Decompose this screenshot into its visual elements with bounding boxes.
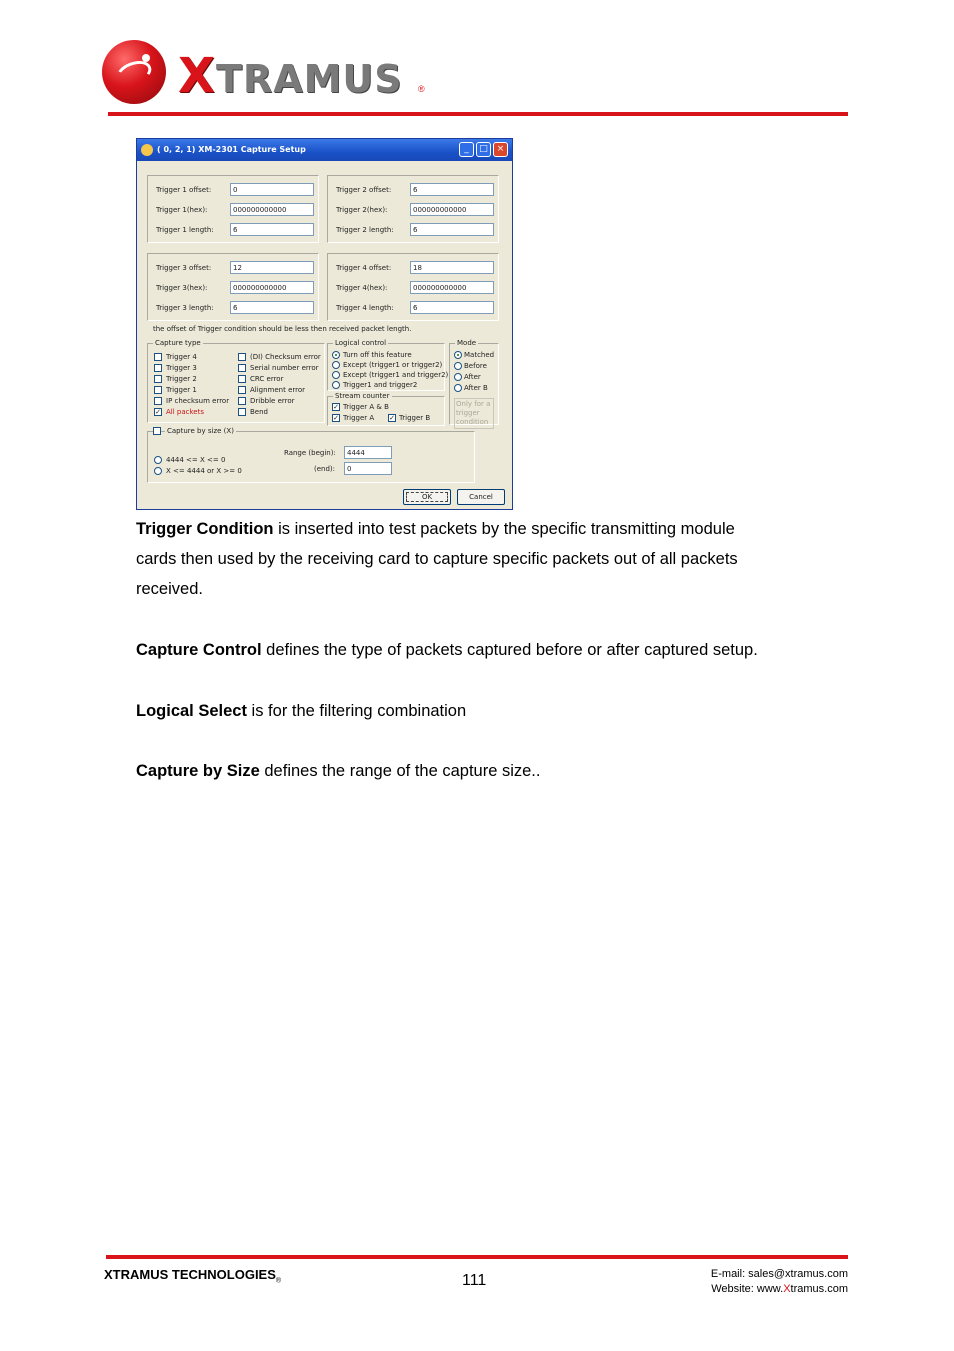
logical-except-or-radio[interactable] [332,361,340,369]
capture-by-size-checkbox[interactable] [153,427,161,435]
trigger-condition-text-1: is inserted into test packets by the specific transmitting module [273,520,735,538]
footer-divider [106,1255,848,1259]
xtramus-logo [102,38,432,108]
footer-contact [711,1267,848,1297]
mode-before-radio[interactable] [454,362,462,370]
stream-counter-title: Stream counter [335,392,390,400]
trigger-3-hex-input[interactable]: 000000000000 [230,281,314,294]
logical-select-text: is for the filtering combination [246,702,467,720]
dialog-titlebar [137,139,512,161]
ip-checksum-label: IP checksum error [166,397,230,405]
capture-trigger-4-label: Trigger 4 [166,353,197,361]
capture-control-paragraph [136,635,816,665]
trigger-2-hex-input[interactable]: 000000000000 [410,203,494,216]
trigger-2-offset-input[interactable]: 6 [410,183,494,196]
capture-by-size-group [147,427,475,483]
alignment-error-label: Alignment error [250,386,306,394]
logical-select-paragraph [136,696,816,726]
mode-after-label: After [464,373,481,381]
capture-by-size-label: Capture by size (X) [167,427,234,435]
trigger-4-offset-label: Trigger 4 offset: [336,264,392,272]
close-icon[interactable]: × [493,142,508,157]
capture-control-term: Capture Control [136,641,262,659]
logical-except-and-radio[interactable] [332,371,340,379]
trigger-condition-paragraph [136,514,816,604]
trigger-condition-text-3: received. [136,580,203,598]
serial-number-checkbox[interactable] [238,364,246,372]
logical-and-radio[interactable] [332,381,340,389]
capture-trigger-1-label: Trigger 1 [166,386,197,394]
logo-wordmark: XTRAMUS [178,48,403,104]
footer-email: E-mail: sales@xtramus.com [710,1268,848,1280]
trigger-3-offset-label: Trigger 3 offset: [156,264,212,272]
capture-trigger-3-checkbox[interactable] [154,364,162,372]
mode-after-radio[interactable] [454,373,462,381]
range-end-input[interactable]: 0 [344,462,392,475]
page-number: 111 [462,1272,487,1289]
trigger-2-length-label: Trigger 2 length: [336,226,394,234]
trigger-a-label: Trigger A [343,414,375,422]
all-packets-checkbox[interactable]: ✓ [155,408,161,416]
trigger-2-length-input[interactable]: 6 [410,223,494,236]
trigger-3-length-label: Trigger 3 length: [156,304,214,312]
ip-checksum-checkbox[interactable] [154,397,162,405]
trigger-4-offset-input[interactable]: 18 [410,261,494,274]
range-begin-label: Range (begin): [284,449,336,457]
trigger-a-b-checkbox[interactable]: ✓ [333,403,339,411]
trigger-2-offset-label: Trigger 2 offset: [336,186,392,194]
capture-by-size-text: defines the range of the capture size.. [259,762,541,780]
dribble-error-checkbox[interactable] [238,397,246,405]
logo-globe-icon [102,40,166,104]
logical-except-and-label: Except (trigger1 and trigger2) [343,371,449,379]
bend-checkbox[interactable] [238,408,246,416]
offset-note: the offset of Trigger condition should be less then received packet length. [153,325,412,333]
mode-group [449,339,499,426]
trigger-1-length-label: Trigger 1 length: [156,226,214,234]
trigger-4-hex-label: Trigger 4(hex): [336,284,388,292]
capture-type-title: Capture type [155,339,201,347]
logical-and-label: Trigger1 and trigger2 [343,381,418,389]
all-packets-label: All packets [166,408,204,416]
capture-by-size-paragraph [136,756,816,786]
size-range-outside-label: X <= 4444 or X >= 0 [166,467,242,475]
mode-matched-label: Matched [464,351,495,359]
maximize-icon[interactable]: □ [476,142,491,157]
footer-website [711,1282,848,1297]
mode-before-label: Before [464,362,487,370]
cancel-button[interactable]: Cancel [457,489,505,505]
range-begin-input[interactable]: 4444 [344,446,392,459]
trigger-4-length-label: Trigger 4 length: [336,304,394,312]
trigger-1-offset-label: Trigger 1 offset: [156,186,212,194]
trigger-a-checkbox[interactable]: ✓ [333,414,339,422]
trigger-4-group [327,253,499,321]
footer-registered-mark: ® [275,1277,282,1285]
capture-trigger-4-checkbox[interactable] [154,353,162,361]
capture-trigger-2-label: Trigger 2 [166,375,197,383]
alignment-error-checkbox[interactable] [238,386,246,394]
app-icon [141,144,153,156]
trigger-3-offset-input[interactable]: 12 [230,261,314,274]
capture-type-group [147,339,325,423]
trigger-2-hex-label: Trigger 2(hex): [336,206,388,214]
di-checksum-checkbox[interactable] [238,353,246,361]
trigger-2-group [327,175,499,243]
dialog-title: ( 0, 2, 1) XM-2301 Capture Setup [157,145,306,154]
trigger-a-b-label: Trigger A & B [343,403,389,411]
capture-by-size-term: Capture by Size [136,762,260,780]
logical-control-title: Logical control [335,339,387,347]
website-suffix: tramus.com [790,1283,848,1295]
trigger-3-group [147,253,319,321]
dribble-error-label: Dribble error [250,397,295,405]
crc-error-label: CRC error [250,375,284,383]
capture-control-text: defines the type of packets captured before or after captured setup. [261,641,758,659]
trigger-1-length-input[interactable]: 6 [230,223,314,236]
trigger-3-hex-label: Trigger 3(hex): [156,284,208,292]
size-range-outside-radio[interactable] [154,467,162,475]
capture-setup-dialog [136,138,513,510]
trigger-1-hex-label: Trigger 1(hex): [156,206,208,214]
logical-except-or-label: Except (trigger1 or trigger2) [343,361,443,369]
stream-counter-group [327,392,445,426]
trigger-3-length-input[interactable]: 6 [230,301,314,314]
website-x: X [783,1283,791,1295]
trigger-b-label: Trigger B [399,414,431,422]
capture-trigger-3-label: Trigger 3 [166,364,197,372]
mode-after-b-label: After B [464,384,488,392]
logical-select-term: Logical Select [136,702,247,720]
range-end-label: (end): [314,465,336,473]
trigger-4-hex-input[interactable]: 000000000000 [410,281,494,294]
logical-off-label: Turn off this feature [343,351,412,359]
ok-button[interactable]: OK [403,489,451,505]
size-range-inside-label: 4444 <= X <= 0 [166,456,226,464]
footer-company [104,1267,281,1285]
footer-company-name: XTRAMUS TECHNOLOGIES [104,1267,276,1282]
serial-number-label: Serial number error [250,364,319,372]
di-checksum-label: (DI) Checksum error [250,353,321,361]
trigger-4-length-input[interactable]: 6 [410,301,494,314]
mode-title: Mode [457,339,477,347]
trigger-1-group [147,175,319,243]
website-prefix: Website: www. [711,1283,784,1295]
header-divider [108,112,848,116]
logical-off-radio[interactable] [332,351,340,359]
mode-hint: Only for a trigger condition [454,398,494,429]
trigger-1-offset-input[interactable]: 0 [230,183,314,196]
trigger-condition-text-2: cards then used by the receiving card to capture specific packets out of all packets [136,550,738,568]
size-range-inside-radio[interactable] [154,456,162,464]
capture-trigger-1-checkbox[interactable] [154,386,162,394]
trigger-1-hex-input[interactable]: 000000000000 [230,203,314,216]
trigger-condition-term: Trigger Condition [136,520,274,538]
logo-registered-mark: ® [418,84,425,94]
dialog-client-area [141,163,509,507]
mode-matched-radio[interactable] [454,351,462,359]
minimize-icon[interactable]: _ [459,142,474,157]
trigger-b-checkbox[interactable]: ✓ [389,414,395,422]
capture-trigger-2-checkbox[interactable] [154,375,162,383]
logical-control-group [327,339,449,391]
bend-label: Bend [250,408,268,416]
mode-after-b-radio[interactable] [454,384,462,392]
crc-error-checkbox[interactable] [238,375,246,383]
